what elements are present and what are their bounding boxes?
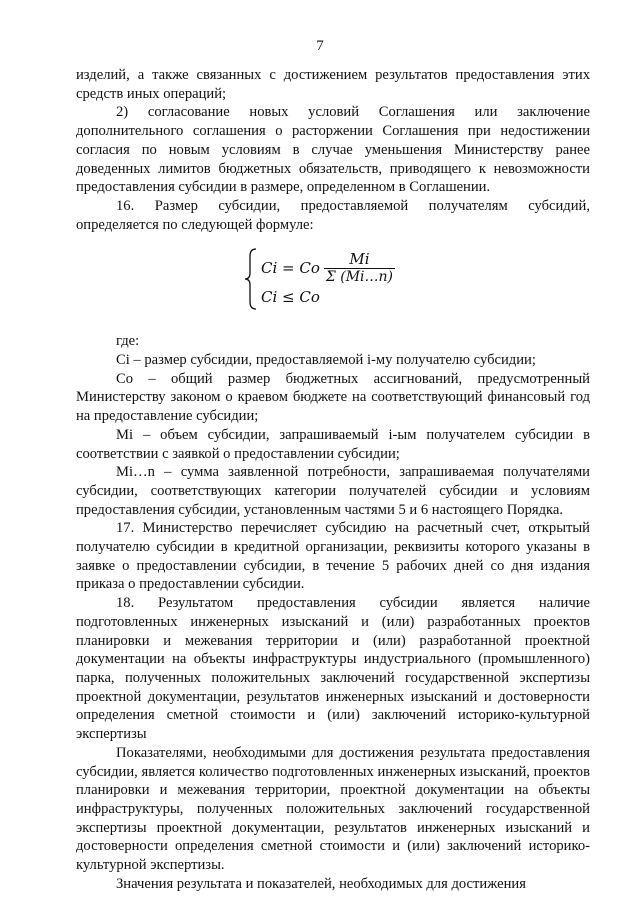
left-brace-icon [243, 248, 259, 310]
definition-ci: Ci – размер субсидии, предоставляемой i-му получателю субсидии; [116, 352, 536, 369]
where-label: где: [116, 333, 140, 350]
formula-numerator: Mi [349, 249, 370, 268]
formula-fraction [324, 251, 395, 286]
paragraph-18: 18. Результатом предоставления субсидии является наличие подготовленных инженерных изысканий и (или) разработанных проектов планировки и межевания территории и (или) разработанной проектной документации на объекты инфраструктуры индустриального (промышленного) парка, полученных положительных заключений государственной экспертизы проектной документации, результатов инженерных изысканий и достоверности определения сметной стоимости и (или) заключений историко-культурной экспертизы [76, 595, 590, 743]
paragraph-item-2: 2) согласование новых условий Соглашения или заключение дополнительного соглашения о расторжении Соглашения при недостижении согласия по новым условиям в случае уменьшения Министерству ранее доведенных лимитов бюджетных обязательств, приводящего к невозможности предоставления субсидии в размере, определенном в Соглашении. [76, 104, 590, 196]
formula-denominator: Σ (Mi…n) [325, 268, 393, 285]
formula-lhs: Ci = Co [261, 258, 320, 277]
paragraph-continuation: изделий, а также связанных с достижением результатов предоставления этих средств иных операций; [76, 67, 590, 102]
paragraph-values: Значения результата и показателей, необходимых для достижения [116, 875, 526, 892]
definition-co: Co – общий размер бюджетных ассигнований, предусмотренный Министерству законом о краевом бюджете на соответствующий финансовый год на предоставление субсидии; [76, 370, 590, 425]
definition-mi-n: Mi…n – сумма заявленной потребности, запрашиваемая получателями субсидии, соответствующих категории получателей субсидии и условиям предоставления субсидии, установленным частями 5 и 6 настоящего Порядка. [76, 464, 590, 518]
page-number: 7 [316, 38, 324, 54]
formula-line-2: Ci ≤ Co [261, 288, 320, 307]
formula-line-1 [261, 250, 395, 286]
paragraph-indicators: Показателями, необходимыми для достижения результата предоставления субсидии, является количество подготовленных инженерных изысканий, проектов планировки и межевания территории, проектной документации на объекты инфраструктуры, полученных положительных заключений государственной экспертизы проектной документации, результатов инженерных изысканий и достоверности определения сметной стоимости и (или) заключений историко-культурной экспертизы. [76, 744, 590, 874]
document-body [76, 66, 590, 893]
subsidy-formula [76, 244, 590, 314]
definition-mi: Mi – объем субсидии, запрашиваемый i-ым получателем субсидии в соответствии с заявкой о предоставлении субсидии; [76, 426, 590, 462]
paragraph-16: 16. Размер субсидии, предоставляемой получателям субсидий, определяется по следующей формуле: [76, 197, 590, 233]
paragraph-17: 17. Министерство перечисляет субсидию на расчетный счет, открытый получателю субсидии в кредитной организации, реквизиты которого указаны в заявке о предоставлении субсидии, в течение 5 рабочих дней со дня издания приказа о предоставлении субсидии. [76, 520, 590, 593]
